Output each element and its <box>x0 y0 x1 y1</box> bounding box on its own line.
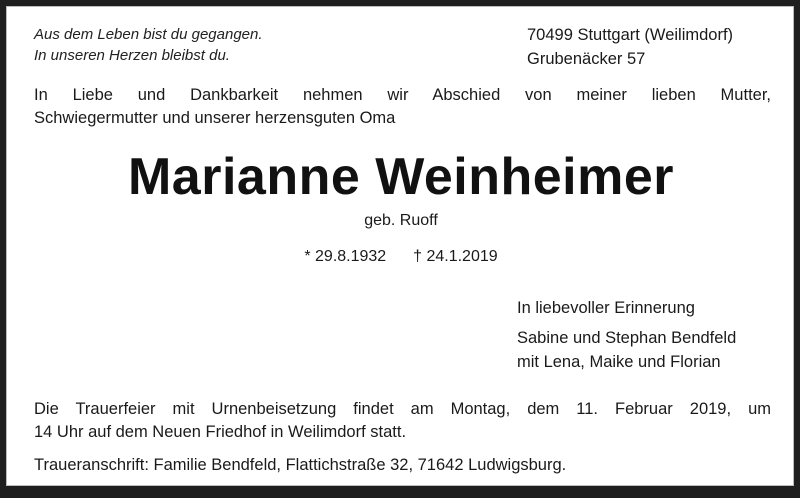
mourners-line-2: mit Lena, Maike und Florian <box>517 353 721 371</box>
maiden-name: geb. Ruoff <box>364 212 438 229</box>
address-street: Grubenäcker 57 <box>527 50 646 68</box>
intro-line-2: Schwiegermutter und unserer herzensguten Oma <box>34 109 396 127</box>
motto-line-1: Aus dem Leben bist du gegangen. <box>34 26 263 43</box>
funeral-line-2: 14 Uhr auf dem Neuen Friedhof in Weilimdorf statt. <box>34 423 407 441</box>
life-dates <box>7 248 795 266</box>
motto-line-2: In unseren Herzen bleibst du. <box>34 47 230 64</box>
intro-text <box>34 84 771 130</box>
mourners-line-1: Sabine und Stephan Bendfeld <box>517 329 737 347</box>
death-date: † 24.1.2019 <box>413 248 498 265</box>
funeral-text <box>34 398 771 444</box>
obituary-notice <box>6 6 794 486</box>
birth-date: * 29.8.1932 <box>304 248 387 265</box>
address-city: 70499 Stuttgart (Weilimdorf) <box>527 26 734 44</box>
funeral-line-1: Die Trauerfeier mit Urnenbeisetzung findet am Montag, dem 11. Februar 2019, um <box>34 400 771 418</box>
intro-line-1: In Liebe und Dankbarkeit nehmen wir Abschied von meiner lieben Mutter, <box>34 86 771 104</box>
mourners-heading: In liebevoller Erinnerung <box>517 299 695 317</box>
mourning-address: Traueranschrift: Familie Bendfeld, Flattichstraße 32, 71642 Ludwigsburg. <box>34 456 567 474</box>
deceased-name: Marianne Weinheimer <box>127 148 675 206</box>
